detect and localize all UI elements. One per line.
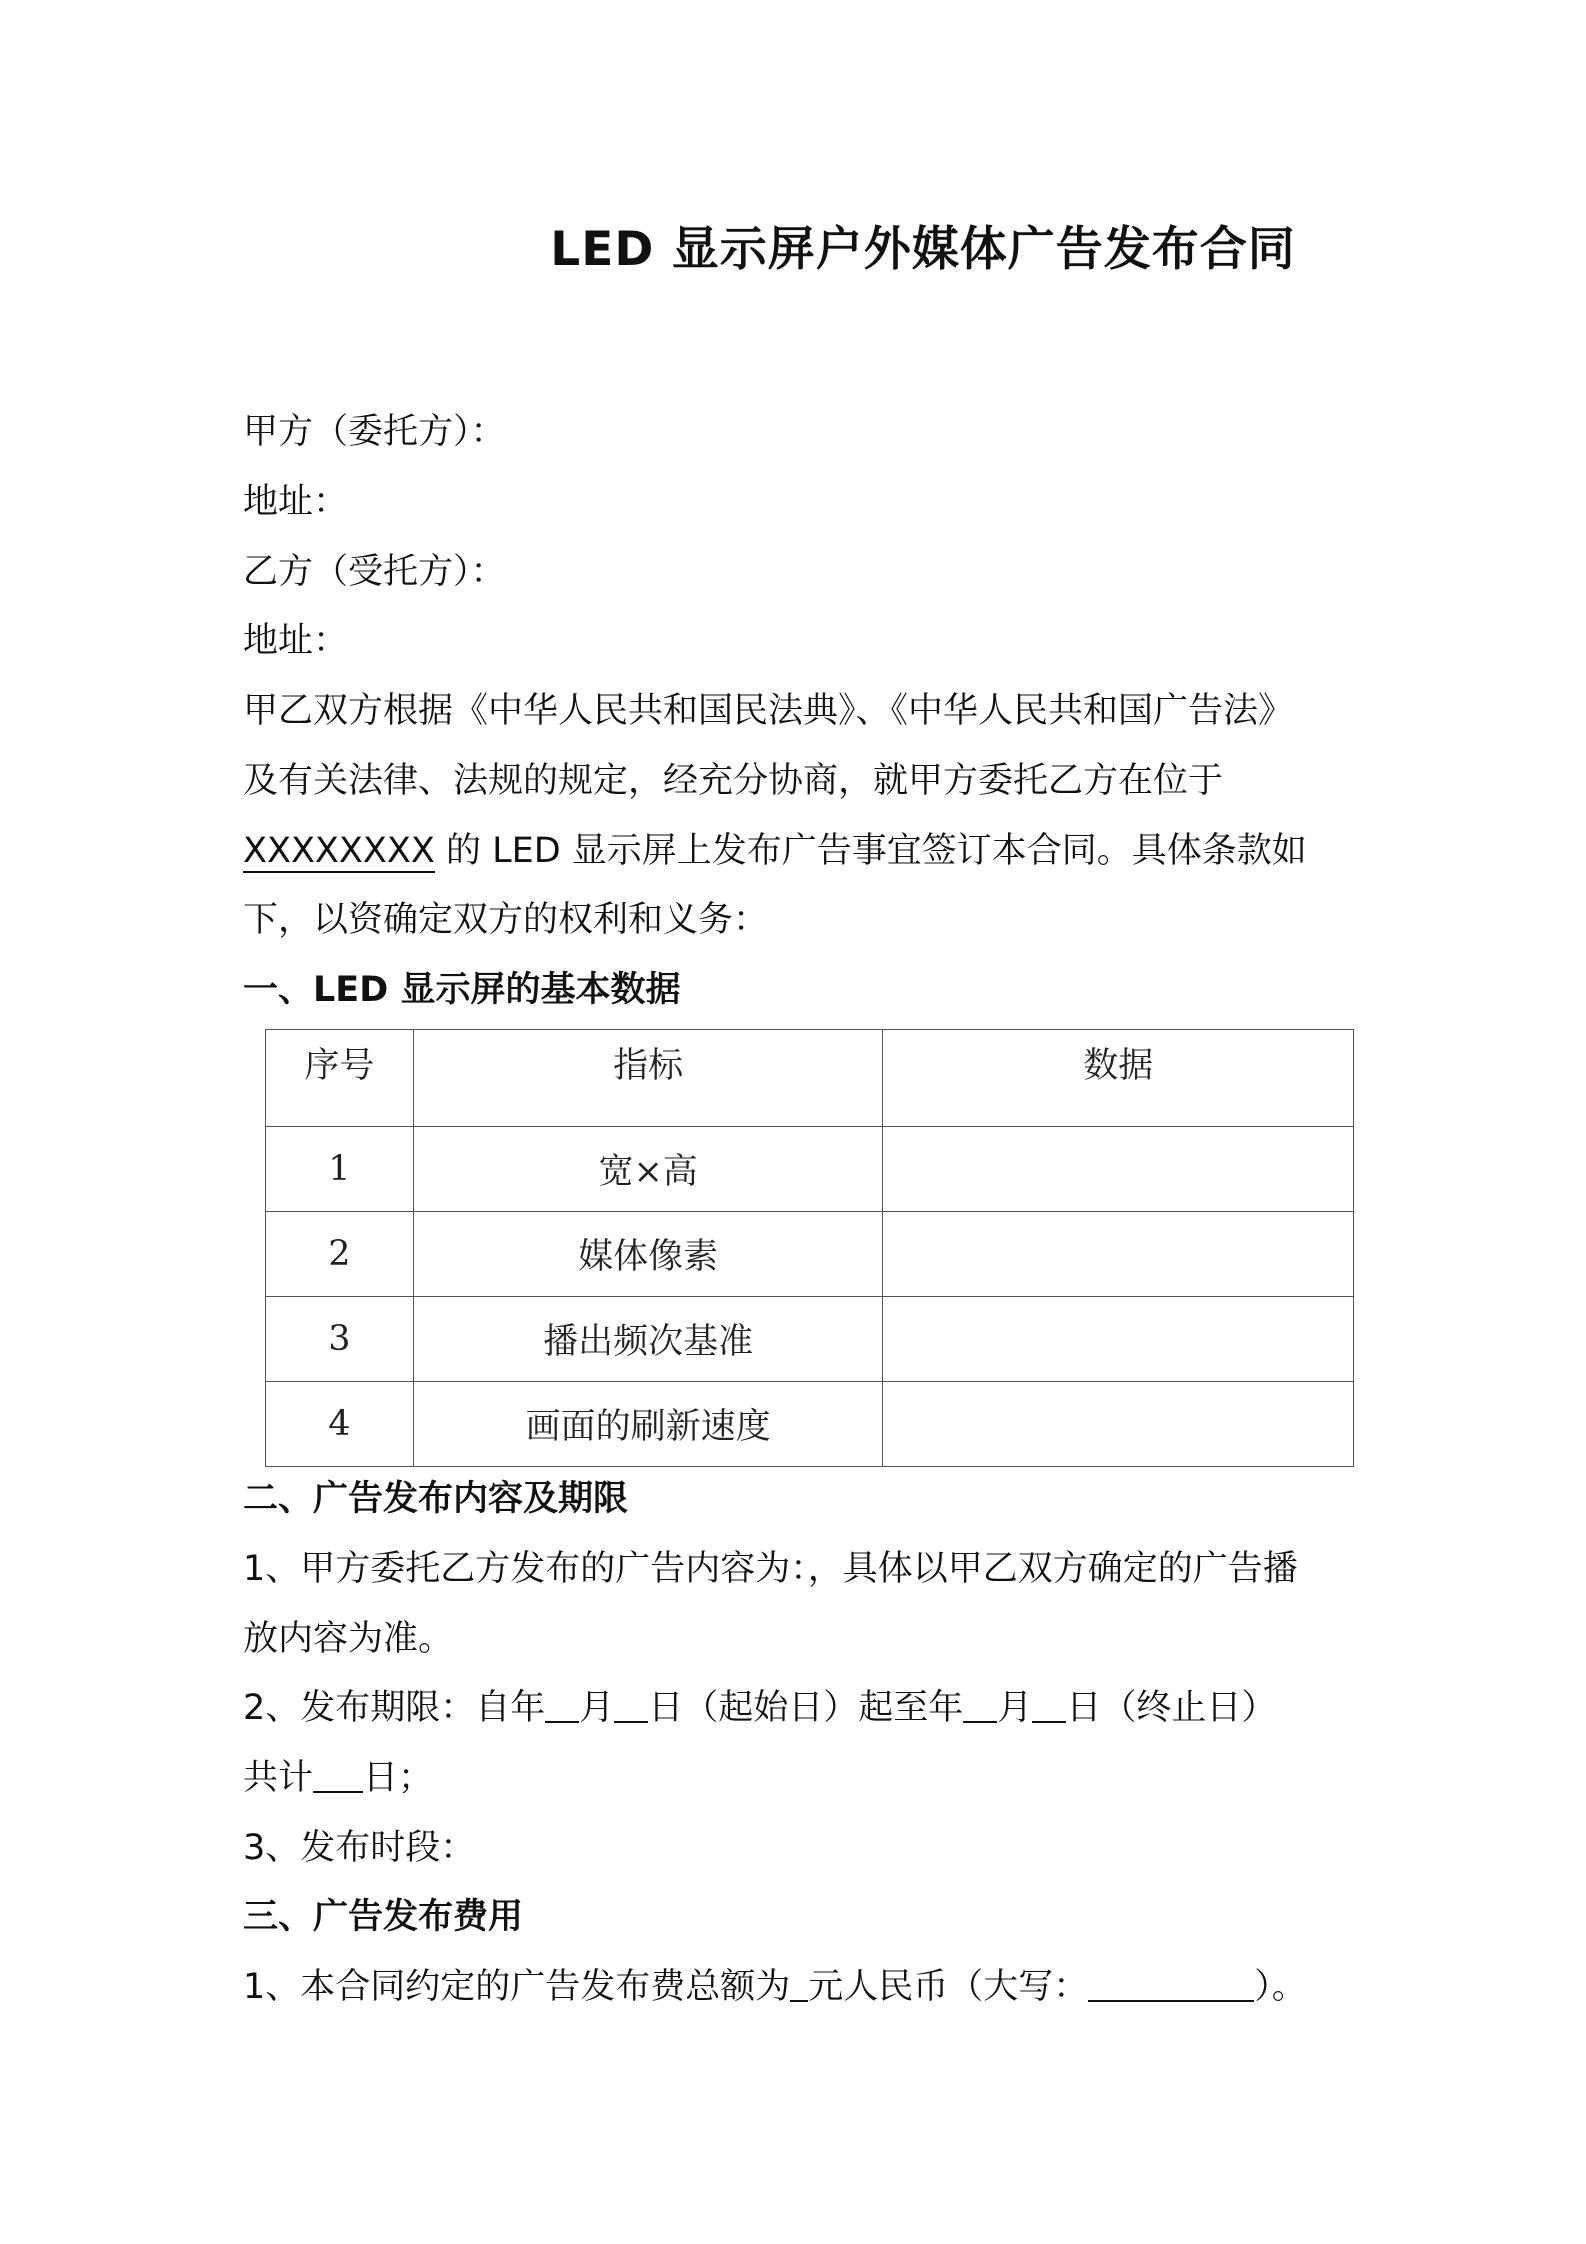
total-days-prefix: 共计 [243, 1758, 314, 1798]
end-day-blank [1032, 1685, 1066, 1723]
led-spec-table [265, 1029, 1354, 1467]
cell-no: 4 [266, 1382, 414, 1467]
section-2-item-1-line-2: 放内容为准。 [243, 1619, 454, 1659]
end-month-blank [963, 1685, 997, 1723]
party-b-label: 乙方（受托方）： [243, 552, 506, 592]
table-row [266, 1212, 1354, 1297]
start-day-blank [614, 1685, 648, 1723]
intro-line-3 [243, 827, 1353, 875]
party-a-address-label: 地址： [243, 482, 349, 522]
total-days-blank [313, 1755, 363, 1793]
start-month-blank [545, 1685, 579, 1723]
cell-value [883, 1212, 1354, 1297]
cell-no: 1 [266, 1127, 414, 1212]
section-3-heading: 三、广告发布费用 [243, 1897, 524, 1937]
cell-item: 媒体像素 [413, 1212, 883, 1297]
intro-line-1: 甲乙双方根据《中华人民共和国民法典》、《中华人民共和国广告法》 [243, 691, 1294, 731]
cell-value [883, 1297, 1354, 1382]
section-1-heading: 一、LED 显示屏的基本数据 [243, 970, 681, 1010]
header-cell-no: 序号 [266, 1030, 414, 1127]
location-placeholder: XXXXXXXX [243, 831, 435, 871]
fee-prefix: 1、本合同约定的广告发布费总额为 [243, 1967, 791, 2007]
term-month-2: 月 [997, 1688, 1033, 1728]
cell-no: 3 [266, 1297, 414, 1382]
fee-suffix: ）。 [1254, 1967, 1307, 2007]
section-2-heading: 二、广告发布内容及期限 [243, 1479, 629, 1519]
section-2-item-2-line-1 [243, 1684, 1353, 1732]
header-cell-value: 数据 [883, 1030, 1354, 1127]
term-start-text: 日（起始日）起至年 [648, 1688, 964, 1728]
section-2-item-3: 3、发布时段： [243, 1828, 476, 1868]
term-month-1: 月 [579, 1688, 615, 1728]
header-cell-item: 指标 [413, 1030, 883, 1127]
table-row [266, 1297, 1354, 1382]
term-prefix: 2、发布期限：自年 [243, 1688, 546, 1728]
total-days-suffix: 日； [363, 1758, 434, 1798]
fee-uppercase-blank [1088, 1964, 1254, 2002]
cell-item: 宽×高 [413, 1127, 883, 1212]
table-header-row [266, 1030, 1354, 1127]
section-2-item-2-line-2 [243, 1754, 1353, 1802]
cell-value [883, 1382, 1354, 1467]
section-2-item-1-line-1: 1、甲方委托乙方发布的广告内容为：，具体以甲乙双方确定的广告播 [243, 1549, 1298, 1589]
cell-item: 画面的刷新速度 [413, 1382, 883, 1467]
term-end-text: 日（终止日） [1066, 1688, 1277, 1728]
party-a-label: 甲方（委托方）： [243, 412, 506, 452]
document-title: LED 显示屏户外媒体广告发布合同 [550, 222, 1296, 277]
cell-item: 播出频次基准 [413, 1297, 883, 1382]
section-3-item-1 [243, 1963, 1353, 2011]
table-row [266, 1382, 1354, 1467]
party-b-address-label: 地址： [243, 621, 349, 661]
fee-amount-blank [790, 1964, 808, 2002]
intro-line-4: 下，以资确定双方的权利和义务： [243, 900, 769, 940]
cell-value [883, 1127, 1354, 1212]
fee-currency-text: 元人民币（大写： [808, 1967, 1089, 2007]
cell-no: 2 [266, 1212, 414, 1297]
intro-line-2: 及有关法律、法规的规定，经充分协商，就甲方委托乙方在位于 [243, 761, 1224, 801]
table-row [266, 1127, 1354, 1212]
intro-line-3-text: 的 LED 显示屏上发布广告事宜签订本合同。具体条款如 [445, 831, 1307, 871]
